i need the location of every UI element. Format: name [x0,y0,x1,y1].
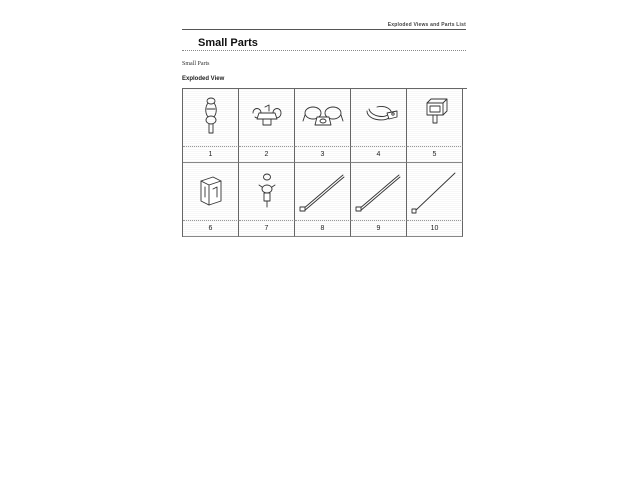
page-subtitle: Small Parts [182,61,210,67]
double-clip-icon [239,89,295,147]
image-row-2 [183,163,467,221]
number-row-2 [183,221,467,237]
double-clamp-icon [295,89,351,147]
band-clamp-icon [351,89,407,147]
part-image-1 [183,89,239,147]
part-number: 6 [183,221,239,237]
number-row-1 [183,147,467,163]
part-number: 4 [351,147,407,163]
part-number: 1 [183,147,239,163]
exploded-view-grid [182,88,467,237]
part-image-9 [351,163,407,221]
cable-tie-icon [295,163,351,221]
part-number: 5 [407,147,463,163]
part-number: 3 [295,147,351,163]
connector-holder-icon [407,89,463,147]
part-image-6 [183,163,239,221]
part-image-8 [295,163,351,221]
part-image-7 [239,163,295,221]
ring-clip-icon [239,163,295,221]
part-number: 9 [351,221,407,237]
part-number: 7 [239,221,295,237]
part-number: 10 [407,221,463,237]
title-rule [182,50,466,51]
part-image-3 [295,89,351,147]
bracket-holder-icon [183,163,239,221]
part-number: 2 [239,147,295,163]
part-image-10 [407,163,463,221]
image-row-1 [183,89,467,147]
page-title: Small Parts [198,37,258,49]
part-image-2 [239,89,295,147]
cable-clamp-icon [183,89,239,147]
header-rule [182,29,466,30]
cable-tie-icon [351,163,407,221]
running-header: Exploded Views and Parts List [387,22,466,28]
part-image-4 [351,89,407,147]
part-image-5 [407,89,463,147]
thin-cable-tie-icon [407,163,463,221]
section-label: Exploded View [182,76,225,82]
part-number: 8 [295,221,351,237]
